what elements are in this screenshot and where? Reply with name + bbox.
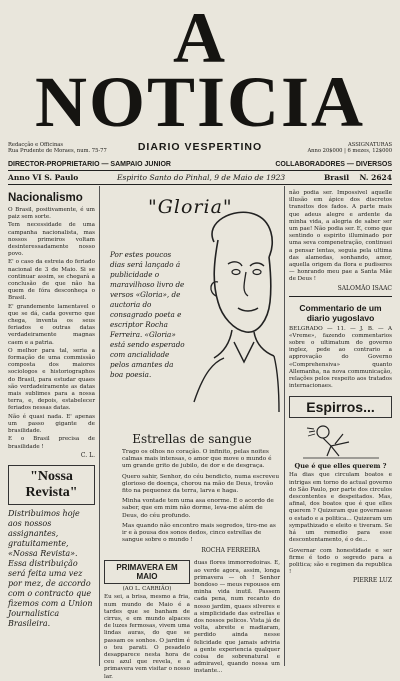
- q-text-continued: Governar com honestidade e ser firme é todo o segredo para a politica; são e regimen da republica !: [289, 547, 392, 576]
- poem-signature: ROCHA FERREIRA: [201, 547, 260, 555]
- primavera-left: [104, 560, 190, 680]
- address-block: [8, 142, 118, 154]
- dateline: [8, 172, 392, 183]
- article-paragraph: Tem necessidade de uma campanha nacionalista, mas nossos primeiros voltam desinteressadamente nosso povo.: [8, 222, 95, 258]
- dateline-rule: [8, 184, 392, 185]
- poem-stanza: Quero sahir, Senhor, do céu bendicto, numa escreveu glorioso de doença, chorou na mão de Deus, trovão fito na pequenez da terra, larva e haga.: [122, 473, 280, 495]
- gloria-title: "Gloria": [148, 196, 233, 218]
- continued-article: não podia ser. Impossivel aquelle illusão em ápice dos discretos transitos dos fados. A parte mais que adeus alegre e ardente da minha vida, a alegria de saber ser um pae! Não podia ser. E, como que sentindo o espirito illuminado por uma seva compenetração, continuei a pensar lentas, seguia pela ultima das alamedas, sonhando, amor, aquella origem da flora e pudiseres — honrando meu pae a Santa Mãe de Deus !: [289, 190, 392, 283]
- daily-label: DIARIO VESPERTINO: [137, 141, 263, 153]
- dateline-left: Anno VI S. Paulo: [8, 173, 79, 182]
- nossa-revista-text: Distribuimos hoje aos nossos assignantes, gratuitamente, «Nossa Revista». Essa distribuição será feita uma vez por mez, de accordo com o contracto que fizemos com a Union Journalistica Brasileira.: [8, 508, 93, 628]
- primavera-title: PRIMAVERA EM MAIO: [104, 560, 190, 584]
- top-rule: [8, 170, 392, 171]
- address-line-1: Redacção e Officinas: [8, 142, 64, 148]
- poem-stanza: Trago os olhos no coração. O infinito, pelas noites calmas mais intensas, o amor que move o mundo é um grande grito de jubilo, de dor e de desgraça.: [122, 449, 272, 470]
- q-text: Ha dias que circulam boatos e intrigas em torno do actual governo do São Paulo, por parte dos circulos descontentes e despeitados. Mas, afinal, dos boatos que é que elles querem ? Quizeram que governasse o estado e a politica... Quizeram um sympathizado e eleito e tiveram. Se há um remedio para esse descontentamento, é o de...: [289, 472, 392, 544]
- primavera-section: [104, 560, 280, 680]
- poem-stanza: Mas quando não encontro mais segredos, tiro-me as ir e à pousa dos sonos dedos, cinco estrellas de sangue sobre o mundo !: [122, 522, 276, 544]
- poem-title: Estrellas de sangue: [132, 432, 252, 446]
- article-paragraph: O Brasil, positivamente, é um paiz sem sorte.: [8, 207, 95, 221]
- subscriptions-prices: Anno 20$000 | 6 mezes, 12$000: [307, 148, 392, 154]
- continued-article-signature: SALOMÃO ISAAC: [337, 284, 392, 292]
- gloria-announcement: Por estes poucos dias será lançado á publicidade o maravilhoso livro de versos «Gloria», de auctoria do consagrado poeta e escriptor Rocha Ferreira. «Gloria» está sendo esperado com ancialidade pelos amantes da boa poesia.: [110, 250, 185, 379]
- q-signature: PIERRE LUZ: [353, 577, 392, 585]
- nationalism-headline: Nacionalismo: [8, 192, 83, 204]
- primavera-byline: (AO L. CARRIÃO): [122, 586, 172, 593]
- commentary-headline: Commentario de um diario yugoslavo: [299, 302, 382, 323]
- article-paragraph: O melhor para tal, seria a formação de uma commissão composta dos maiores sociologos e historiographos do Brasil, para estudar quaes são verdadeiramente as datas mais sublimes para a nossa terra, e, depois, estabelecer feriados nessas datas.: [8, 347, 95, 412]
- primavera-text-continued: duas flores immorredoiras. E, ao verde agora, assim, longa primavera — oh ! Senhor bondoso — meus repousos em minha vida inutil. Passem cada pena, num recanto do nosso jardim, quaes silveres e a simplicidade das estrellas e dos nossos pelicos. Vista já de volta, abreite e madiaram, perdido ainda nesse felicidade que jamais adviria a gente experiencia qualquer coisa de sobrenatural e admiravel, quando nossa um instante...: [194, 560, 280, 675]
- article-paragraph: E' o caso da estreia do feriado nacional de 3 de Maio. Si se continuar assim, se chegará a conclusão de que não ha quem de fóra desconheça o Brasil.: [8, 259, 95, 302]
- dateline-center: Espirito Santo do Pinhal, 9 de Maio de 1923: [117, 173, 286, 182]
- dateline-issue-number: N. 2624: [359, 173, 392, 182]
- espirros-headline: Espirros...: [289, 396, 392, 418]
- nationalism-article: [8, 207, 95, 451]
- primavera-text: Eu sei, a brisa, mesmo a fria, num mundo de Maio é a tardes que se banham de cirrus, e em mundo alpaces de luzes fermosas, vivem uma lindas auras, do que se passam os sonhos. O jardim é o teu parati. O pesadelo desapparece nesta hora de ceu azul que revela, e a primavera vem visitar o nosso lar.: [104, 594, 190, 680]
- right-rule: [289, 296, 392, 297]
- q-headline: Que é que elles querem ?: [294, 462, 387, 471]
- article-paragraph: E' grandemente lamentavel o que se dá, cada governo que chega, inventa os seus feriados e outras datas verdadeiramente magnas caem e a patria.: [8, 303, 95, 346]
- masthead-title: A NOTICIA: [34, 0, 366, 142]
- dateline-right: [324, 173, 392, 182]
- poem-stanza: Minha vontade tem uma asa enorme. E o acordo de saber, que em mim não dorme, leva-me além de Deus, do céu profundo.: [122, 498, 274, 519]
- article-paragraph: E o Brasil precisa de brasilidade !: [8, 436, 95, 450]
- subscriptions-block: [282, 142, 392, 154]
- poet-portrait-sketch-icon: [184, 202, 280, 422]
- nationalism-signature: C. L.: [80, 451, 95, 459]
- columns-area: [8, 186, 392, 680]
- middle-column: [104, 186, 280, 680]
- address-line-2: Rua Prudente de Moraes, num. 75-77: [8, 148, 107, 154]
- director-row: [8, 160, 392, 169]
- director: DIRECTOR-PROPRIETARIO — SAMPAIO JUNIOR: [8, 161, 171, 168]
- poem-body: [104, 449, 280, 544]
- daily-label-block: [118, 141, 282, 153]
- subscriptions-title: ASSIGNATURAS: [348, 142, 392, 148]
- dateline-country: Brasil: [323, 173, 350, 182]
- commentary-text: BELGRADO — 11. — J. B. — A «Vreme», fazendo commentarios sobre o ultimatum do governo inglez, pede ao contrario a approvação do Governo «Comprehensiva» quanto Allemanha, na nova communicação, relações pelos respeito aos tratados internacionaes.: [289, 325, 392, 390]
- left-column: [8, 186, 100, 666]
- primavera-right: [194, 560, 280, 680]
- article-paragraph: Não é quasi nada. E' apenas um passo gigante de brasilidade.: [8, 413, 95, 435]
- gloria-section: [104, 196, 280, 426]
- nossa-revista-headline: "Nossa Revista": [8, 465, 95, 505]
- collaborators: COLLABORADORES — DIVERSOS: [275, 161, 392, 168]
- right-column: [284, 186, 392, 666]
- sneeze-cartoon-icon: [301, 420, 381, 460]
